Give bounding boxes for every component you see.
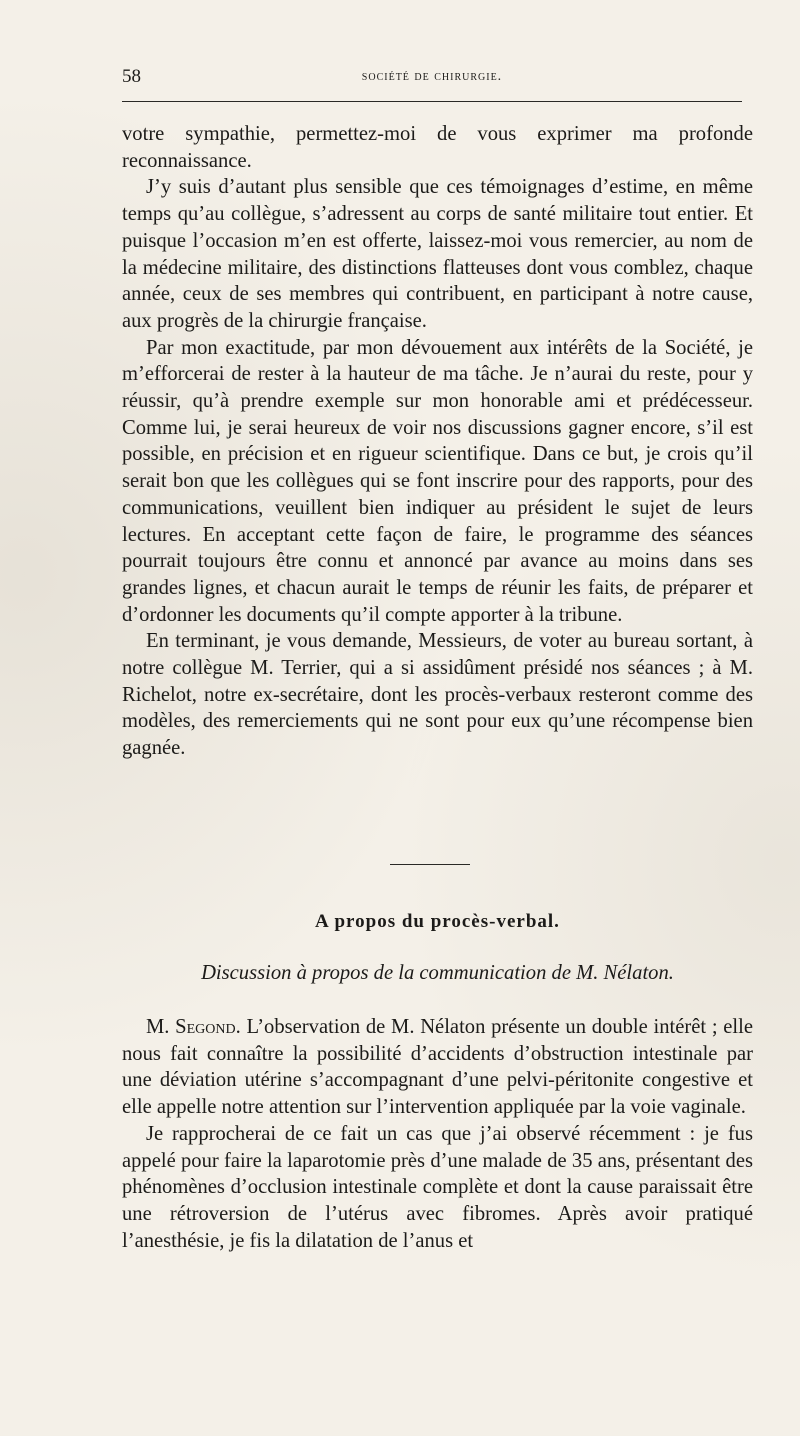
page-header xyxy=(122,66,742,94)
running-title: société de chirurgie. xyxy=(361,69,503,84)
discussion-text xyxy=(122,1014,753,1254)
paragraph: Par mon exactitude, par mon dévouement aux intérêts de la Société, je m’efforcerai de rester à la hauteur de ma tâche. Je n’aurai du reste, pour y réussir, qu’à prendre exemple sur mon honorable ami et prédécesseur. Comme lui, je serai heureux de voir nos discussions gagner encore, s’il est possible, en précision et en rigueur scientifique. Dans ce but, je crois qu’il serait bon que les collègues qui se font inscrire pour des rapports, pour des communications, veuillent bien indiquer au président le sujet de leurs lectures. En acceptant cette façon de faire, le programme des séances pourrait toujours être connu et annoncé par avance au moins dans ses grandes lignes, et chacun aurait le temps de réunir les faits, de préparer et d’ordonner les documents qu’il compte apporter à la tribune. xyxy=(122,336,753,626)
section-title: A propos du procès-verbal. xyxy=(315,911,560,932)
page-number: 58 xyxy=(122,66,141,87)
paragraph: Je rapprocherai de ce fait un cas que j’ai observé récemment : je fus appelé pour faire la laparotomie près d’une malade de 35 ans, présentant des phénomènes d’occlusion intestinale complète et dont la cause paraissait être une rétroversion de l’utérus avec fibromes. Après avoir pratiqué l’anesthésie, je fis la dilatation de l’anus et xyxy=(122,1122,753,1252)
paragraph-text: L’observation de M. Nélaton présente un double intérêt ; elle nous fait connaître la possibilité d’accidents d’obstruction intestinale par une déviation utérine s’accompagnant d’une pelvi-péritonite congestive et elle appelle notre attention sur l’intervention appliquée par la voie vaginale. xyxy=(122,1016,754,1119)
section-divider xyxy=(390,864,470,865)
paragraph: J’y suis d’autant plus sensible que ces témoignages d’estime, en même temps qu’au collègue, s’adressent au corps de santé militaire tout entier. Et puisque l’occasion m’en est offerte, laissez-moi vous remercier, au nom de la médecine militaire, des distinctions flatteuses dont vous comblez, chaque année, ceux de ses membres qui contribuent, en participant à notre cause, aux progrès de la chirurgie française. xyxy=(122,176,753,332)
body-text xyxy=(122,121,753,762)
paragraph xyxy=(122,1014,753,1121)
speaker-name: M. Segond. xyxy=(146,1016,241,1038)
header-rule xyxy=(122,101,742,102)
section-subtitle: Discussion à propos de la communication de M. Nélaton. xyxy=(201,962,674,984)
paragraph-continuation: votre sympathie, permettez-moi de vous exprimer ma profonde reconnaissance. xyxy=(122,123,753,172)
paragraph: En terminant, je vous demande, Messieurs, de voter au bureau sortant, à notre collègue M. Terrier, qui a si assidûment présidé nos séances ; à M. Richelot, notre ex-secrétaire, dont les procès-verbaux resteront comme des modèles, des remerciements qui ne sont pour eux qu’une récompense bien gagnée. xyxy=(122,630,753,760)
